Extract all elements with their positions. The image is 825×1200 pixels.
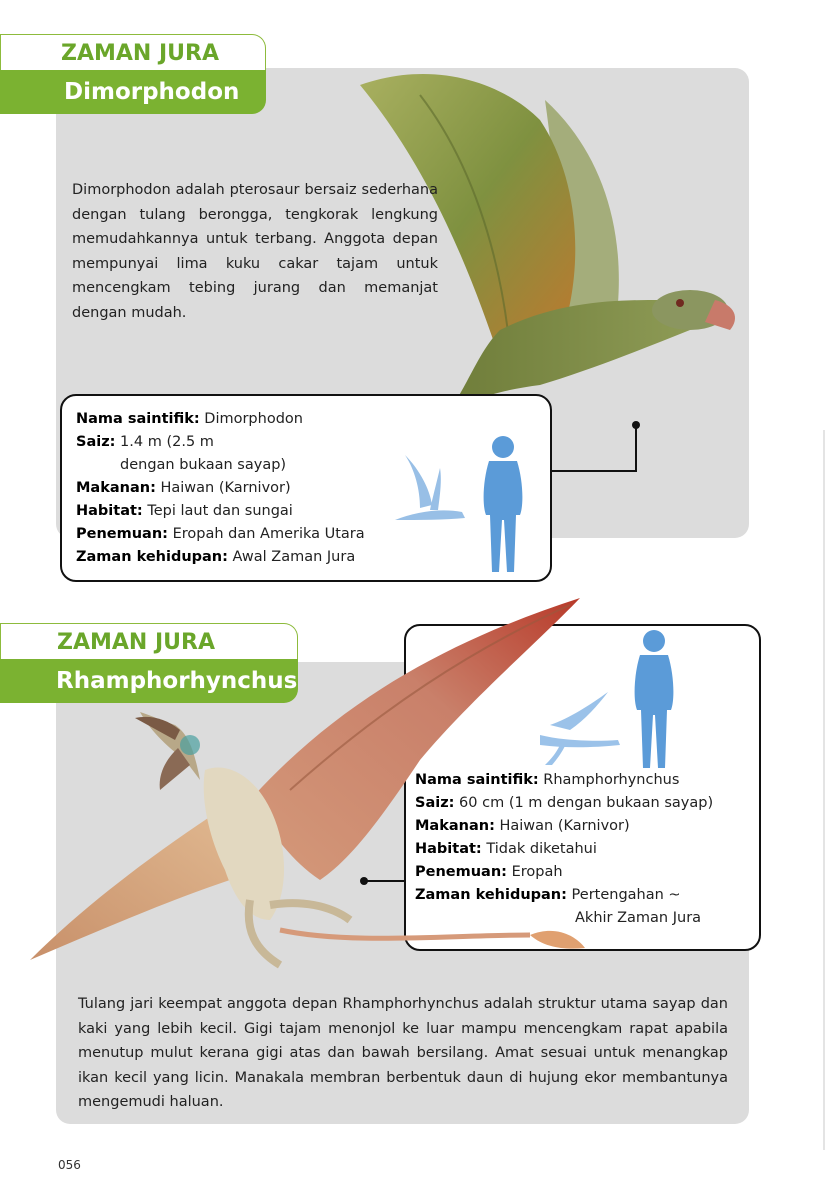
fact-period-cont bbox=[415, 907, 755, 930]
fact-period bbox=[415, 884, 755, 907]
description-dimorphodon: Dimorphodon adalah pterosaur bersaiz sederhana dengan tulang berongga, tengkorak lengkung memudahkannya untuk terbang. Anggota depan mempunyai lima kuku cakar tajam untuk mencengkam tebing jurang dan memanjat dengan mudah. bbox=[72, 182, 438, 321]
species-name: Dimorphodon bbox=[64, 79, 240, 105]
value: Pertengahan ~ bbox=[571, 887, 681, 903]
fact-list-rhamphorhynchus bbox=[415, 769, 755, 930]
value: Awal Zaman Jura bbox=[232, 549, 356, 565]
value: Rhamphorhynchus bbox=[543, 772, 680, 788]
human-silhouette-icon bbox=[635, 630, 674, 768]
fact-scientific-name bbox=[415, 769, 755, 792]
label: Saiz: bbox=[415, 795, 455, 811]
fact-habitat bbox=[415, 838, 755, 861]
label: Makanan: bbox=[415, 818, 495, 834]
label: Saiz: bbox=[76, 434, 116, 450]
value: Eropah bbox=[511, 864, 563, 880]
value: dengan bukaan sayap) bbox=[120, 457, 287, 473]
value: Tepi laut dan sungai bbox=[147, 503, 293, 519]
species-name: Rhamphorhynchus bbox=[56, 668, 298, 694]
label: Zaman kehidupan: bbox=[415, 887, 567, 903]
page-number: 056 bbox=[58, 1158, 81, 1172]
fact-size bbox=[415, 792, 755, 815]
label: Zaman kehidupan: bbox=[76, 549, 228, 565]
value: 1.4 m (2.5 m bbox=[120, 434, 214, 450]
value: Tidak diketahui bbox=[486, 841, 597, 857]
label: Nama saintifik: bbox=[415, 772, 539, 788]
value: Akhir Zaman Jura bbox=[575, 910, 702, 926]
value: 60 cm (1 m dengan bukaan sayap) bbox=[459, 795, 714, 811]
label: Penemuan: bbox=[415, 864, 507, 880]
value: Haiwan (Karnivor) bbox=[499, 818, 630, 834]
era-label: ZAMAN JURA bbox=[57, 630, 215, 655]
value: Dimorphodon bbox=[204, 411, 303, 427]
value: Haiwan (Karnivor) bbox=[160, 480, 291, 496]
fact-diet bbox=[415, 815, 755, 838]
label: Nama saintifik: bbox=[76, 411, 200, 427]
label: Penemuan: bbox=[76, 526, 168, 542]
fact-discovery bbox=[415, 861, 755, 884]
label: Habitat: bbox=[76, 503, 143, 519]
description-rhamphorhynchus: Tulang jari keempat anggota depan Rhamphorhynchus adalah struktur utama sayap dan kaki yang lebih kecil. Gigi tajam menonjol ke luar mampu mencengkam rapat apabila menutup mulut kerana gigi atas dan bawah bersilang. Amat sesuai untuk menangkap ikan kecil yang licin. Manakala membran berbentuk daun di hujung ekor membantunya mengemudi haluan. bbox=[78, 996, 728, 1110]
label: Makanan: bbox=[76, 480, 156, 496]
value: Eropah dan Amerika Utara bbox=[172, 526, 365, 542]
label: Habitat: bbox=[415, 841, 482, 857]
pterosaur-silhouette-icon bbox=[540, 692, 620, 765]
era-label: ZAMAN JURA bbox=[61, 41, 219, 66]
